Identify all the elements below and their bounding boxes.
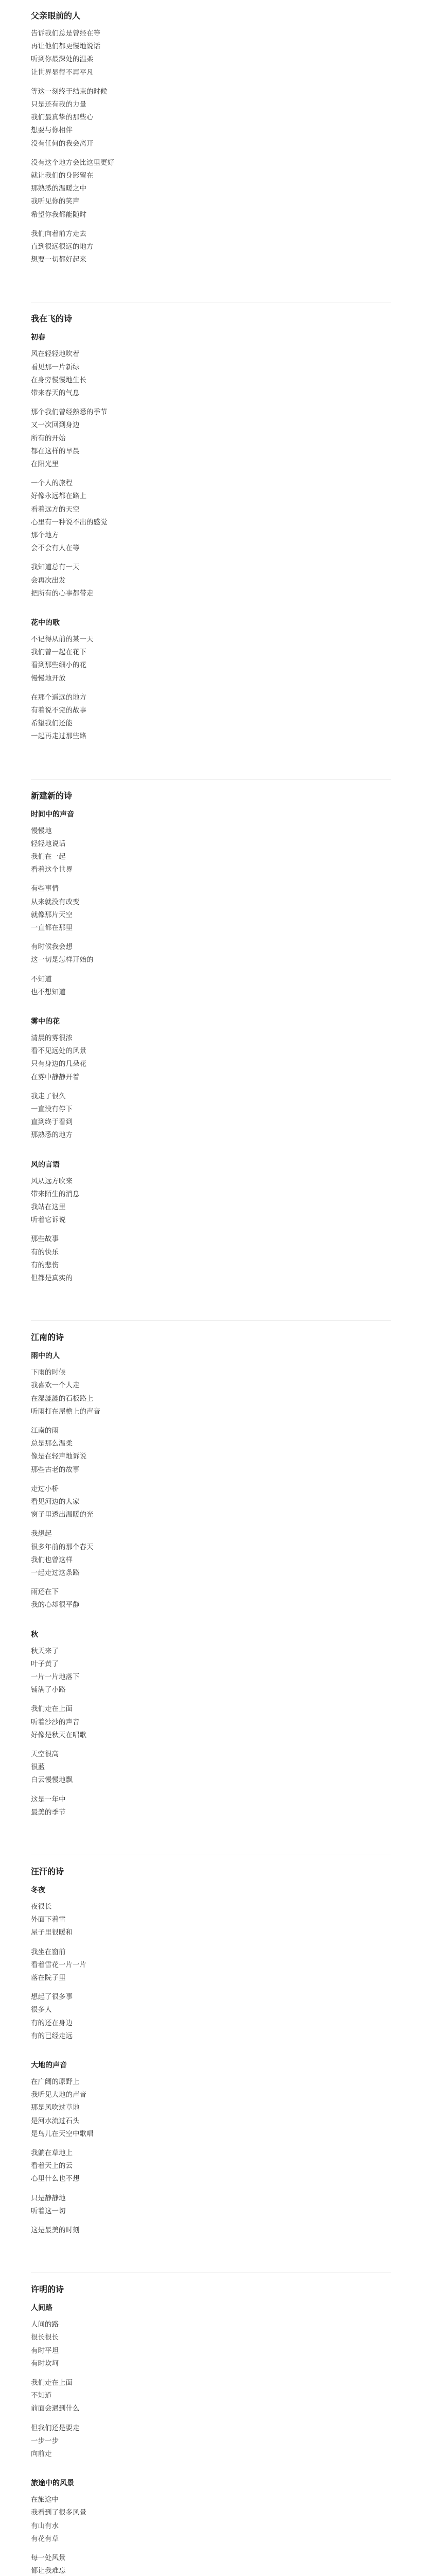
- poem-line: 没有任何的我会离开: [31, 139, 94, 148]
- poem-line: 下雨的时候: [31, 1368, 66, 1377]
- poem-title: 秋: [31, 1630, 38, 1639]
- poem-line: 外面下着雪: [31, 1916, 66, 1924]
- poem-line: 这一切是怎样开始的: [31, 956, 94, 964]
- poem-line: 我们也曾这样: [31, 1555, 73, 1564]
- poem-line: 我听见大地的声音: [31, 2091, 86, 2099]
- poem-line: 落在院子里: [31, 1974, 66, 1982]
- poem-line: 那些故事: [31, 1235, 59, 1244]
- poem-line: 我喜欢一个人走: [31, 1381, 80, 1390]
- poem-line: 会再次出发: [31, 576, 66, 585]
- poem-line: 那些古老的故事: [31, 1465, 80, 1474]
- poem-line: 带来陌生的消息: [31, 1190, 80, 1198]
- poem-line: 在阳光里: [31, 460, 59, 468]
- poem-line: 在旅途中: [31, 2496, 59, 2504]
- poem-line: 我知道总有一天: [31, 563, 80, 572]
- poem-line: 风在轻轻地吹着: [31, 350, 80, 359]
- poem-line: 直到终于看到: [31, 1118, 73, 1127]
- poem-line: 在湿漉漉的石板路上: [31, 1394, 94, 1403]
- poem-line: 我走了很久: [31, 1092, 66, 1100]
- poem-line: 这是最美的时刻: [31, 2226, 80, 2234]
- poem-line: 想起了很多事: [31, 1993, 73, 2002]
- poem-line: 很多人: [31, 2006, 52, 2014]
- poem-title: 时间中的声音: [31, 810, 74, 819]
- poem-line: 都在这样的早晨: [31, 447, 80, 455]
- poem-title: 花中的歌: [31, 619, 60, 627]
- poem-line: 就像那片天空: [31, 910, 73, 919]
- poem-line: 让世界显得不再平凡: [31, 68, 94, 77]
- poem-line: 一步一步: [31, 2436, 59, 2445]
- poem-line: 叶子黄了: [31, 1659, 59, 1668]
- poem-title: 雾中的花: [31, 1018, 60, 1026]
- poem-line: 轻轻地说话: [31, 839, 66, 848]
- poem-line: 也不想知道: [31, 988, 66, 996]
- poem-line: 我想起: [31, 1530, 52, 1538]
- poem-line: 总是那么温柔: [31, 1439, 73, 1448]
- poem-line: 看着远方的天空: [31, 505, 80, 514]
- poem-line: 只是静静地: [31, 2194, 66, 2202]
- poem-title: 初春: [31, 333, 45, 342]
- poem-line: 直到很远很远的地方: [31, 243, 94, 251]
- poem-line: 在身旁慢慢地生长: [31, 376, 86, 384]
- poem-line: 听着这一切: [31, 2207, 66, 2215]
- poem-line: 看到那些细小的花: [31, 661, 86, 670]
- poem-line: 就让我们的身影留在: [31, 172, 94, 180]
- poem-line: 是河水流过石头: [31, 2116, 80, 2125]
- poem-line: 告诉我们总是曾经在等: [31, 29, 100, 38]
- poem-line: 我听见你的笑声: [31, 197, 80, 206]
- poem-line: 又一次回到身边: [31, 421, 80, 430]
- poem-line: 有的快乐: [31, 1248, 59, 1257]
- poem-line: 风从远方吹来: [31, 1177, 73, 1185]
- section-title: 许明的诗: [31, 2284, 64, 2295]
- poem-line: 在雾中静静开着: [31, 1073, 80, 1081]
- poem-line: 听着沙沙的声音: [31, 1718, 80, 1726]
- poem-line: 那是风吹过草地: [31, 2104, 80, 2112]
- poem-line: 听雨打在屋檐上的声音: [31, 1407, 100, 1416]
- poem-line: 会不会有人在等: [31, 544, 80, 553]
- poem-title: 大地的声音: [31, 2061, 67, 2070]
- poem-line: 有时坎坷: [31, 2359, 59, 2368]
- poem-title: 人间路: [31, 2304, 52, 2313]
- poem-line: 只有身边的几朵花: [31, 1060, 86, 1069]
- poem-line: 好像是秋天在唱歌: [31, 1731, 86, 1739]
- poem-line: 那熟悉的地方: [31, 1131, 73, 1140]
- poem-line: 一片一片地落下: [31, 1673, 80, 1681]
- poem-line: 前面会遇到什么: [31, 2404, 80, 2413]
- poem-line: 那个地方: [31, 531, 59, 539]
- poem-line: 心里什么也不想: [31, 2175, 80, 2183]
- poem-line: 慢慢地开放: [31, 674, 66, 683]
- poem-line: 有着说不完的故事: [31, 706, 86, 715]
- poem-line: 看着这个世界: [31, 866, 73, 874]
- poem-line: 都让我难忘: [31, 2567, 66, 2575]
- poem-line: 看着雪花一片一片: [31, 1960, 86, 1969]
- poem-title: 风的言语: [31, 1160, 60, 1169]
- poem-line: 带来春天的气息: [31, 389, 80, 397]
- poem-line: 从来就没有改变: [31, 897, 80, 906]
- poem-line: 夜很长: [31, 1903, 52, 1911]
- poem-line: 希望我们还能: [31, 719, 73, 728]
- poem-line: 窗子里透出温暖的光: [31, 1511, 94, 1519]
- poem-line: 我坐在窗前: [31, 1947, 66, 1956]
- poem-line: 向前走: [31, 2450, 52, 2458]
- poem-line: 那熟悉的温暖之中: [31, 184, 86, 193]
- poem-line: 我们曾一起在花下: [31, 648, 86, 657]
- poem-line: 希望你我都能随时: [31, 210, 86, 219]
- poem-line: 天空很高: [31, 1750, 59, 1758]
- poem-line: 看见河边的人家: [31, 1498, 80, 1506]
- poem-line: 看不见远处的风景: [31, 1047, 86, 1056]
- poem-title: 雨中的人: [31, 1352, 60, 1361]
- poem-line: 我们最真挚的那些心: [31, 113, 94, 122]
- poem-line: 是鸟儿在天空中歌唱: [31, 2129, 94, 2138]
- section-title: 江南的诗: [31, 1332, 64, 1343]
- poem-line: 把所有的心事都带走: [31, 589, 94, 598]
- poem-line: 一直没有停下: [31, 1105, 73, 1113]
- poem-line: 没有这个地方会比这里更好: [31, 158, 114, 167]
- poem-line: 有的还在身边: [31, 2019, 73, 2027]
- poem-line: 不记得从前的某一天: [31, 635, 94, 643]
- poem-title: 冬夜: [31, 1886, 45, 1894]
- poem-line: 我躺在草地上: [31, 2149, 73, 2157]
- poem-line: 在那个遥远的地方: [31, 693, 86, 702]
- poem-line: 有时候我会想: [31, 943, 73, 952]
- poem-line: 有的悲伤: [31, 1261, 59, 1269]
- poem-line: 一直都在那里: [31, 924, 73, 932]
- poem-line: 有山有水: [31, 2521, 59, 2530]
- poem-line: 我的心却很平静: [31, 1601, 80, 1609]
- poem-line: 人间的路: [31, 2320, 59, 2329]
- poem-line: 只是还有我的力量: [31, 100, 86, 109]
- section-title: 父亲眼前的人: [31, 11, 81, 21]
- poem-line: 江南的雨: [31, 1427, 59, 1435]
- poem-line: 我们向着前方走去: [31, 229, 86, 238]
- poem-title: 旅途中的风景: [31, 2479, 74, 2488]
- poem-line: 看见那一片新绿: [31, 363, 80, 371]
- poem-line: 很多年前的那个春天: [31, 1543, 94, 1551]
- section-title: 汪汗的诗: [31, 1867, 64, 1876]
- section-divider: [31, 1320, 391, 1321]
- poem-line: 铺满了小路: [31, 1686, 66, 1694]
- poem-line: 清晨的雾很浓: [31, 1034, 73, 1042]
- poem-line: 但我们还是要走: [31, 2424, 80, 2432]
- poem-line: 我们走在上面: [31, 1705, 73, 1714]
- section-title: 我在飞的诗: [31, 314, 73, 324]
- poem-line: 有的已经走远: [31, 2031, 73, 2040]
- section-title: 新建新的诗: [31, 790, 73, 801]
- poem-line: 听到你最深处的温柔: [31, 55, 94, 64]
- poem-line: 我们走在上面: [31, 2379, 73, 2387]
- poem-line: 有花有草: [31, 2534, 59, 2543]
- poem-line: 不知道: [31, 2392, 52, 2400]
- poem-line: 很长很长: [31, 2333, 59, 2342]
- poem-line: 雨还在下: [31, 1588, 59, 1597]
- poem-line: 想要一切都好起来: [31, 256, 86, 264]
- poem-line: 慢慢地: [31, 826, 52, 835]
- poem-line: 有时平坦: [31, 2346, 59, 2355]
- poem-line: 屋子里很暖和: [31, 1928, 73, 1937]
- poem-line: 最美的季节: [31, 1808, 66, 1817]
- poem-line: 好像永远都在路上: [31, 492, 86, 501]
- poem-line: 像是在轻声地诉说: [31, 1452, 86, 1461]
- poem-line: 等这一刻终于结束的时候: [31, 87, 108, 96]
- poem-line: 在广阔的原野上: [31, 2078, 80, 2086]
- poem-line: 有些事情: [31, 885, 59, 893]
- poem-line: 一起走过这条路: [31, 1569, 80, 1577]
- poem-line: 所有的开始: [31, 434, 66, 443]
- poem-line: 想要与你相伴: [31, 126, 73, 135]
- poem-line: 再让他们都更慢地说话: [31, 42, 100, 51]
- poem-line: 看着天上的云: [31, 2162, 73, 2171]
- poem-line: 走过小桥: [31, 1484, 59, 1493]
- poem-line: 一个人的旅程: [31, 479, 73, 488]
- poem-line: 心里有一种说不出的感觉: [31, 518, 108, 527]
- poem-line: 我站在这里: [31, 1203, 66, 1211]
- poem-line: 我看到了很多风景: [31, 2509, 86, 2517]
- poem-line: 秋天来了: [31, 1647, 59, 1655]
- poem-line: 这是一年中: [31, 1795, 66, 1804]
- poem-line: 一起再走过那些路: [31, 732, 86, 741]
- poem-line: 每一处风景: [31, 2554, 66, 2562]
- poem-line: 听着它诉说: [31, 1216, 66, 1225]
- poem-line: 那个我们曾经熟悉的季节: [31, 408, 108, 417]
- poem-line: 不知道: [31, 975, 52, 984]
- poem-line: 很蓝: [31, 1763, 45, 1772]
- poem-line: 白云慢慢地飘: [31, 1776, 73, 1785]
- poem-line: 但都是真实的: [31, 1274, 73, 1282]
- poem-line: 我们在一起: [31, 853, 66, 861]
